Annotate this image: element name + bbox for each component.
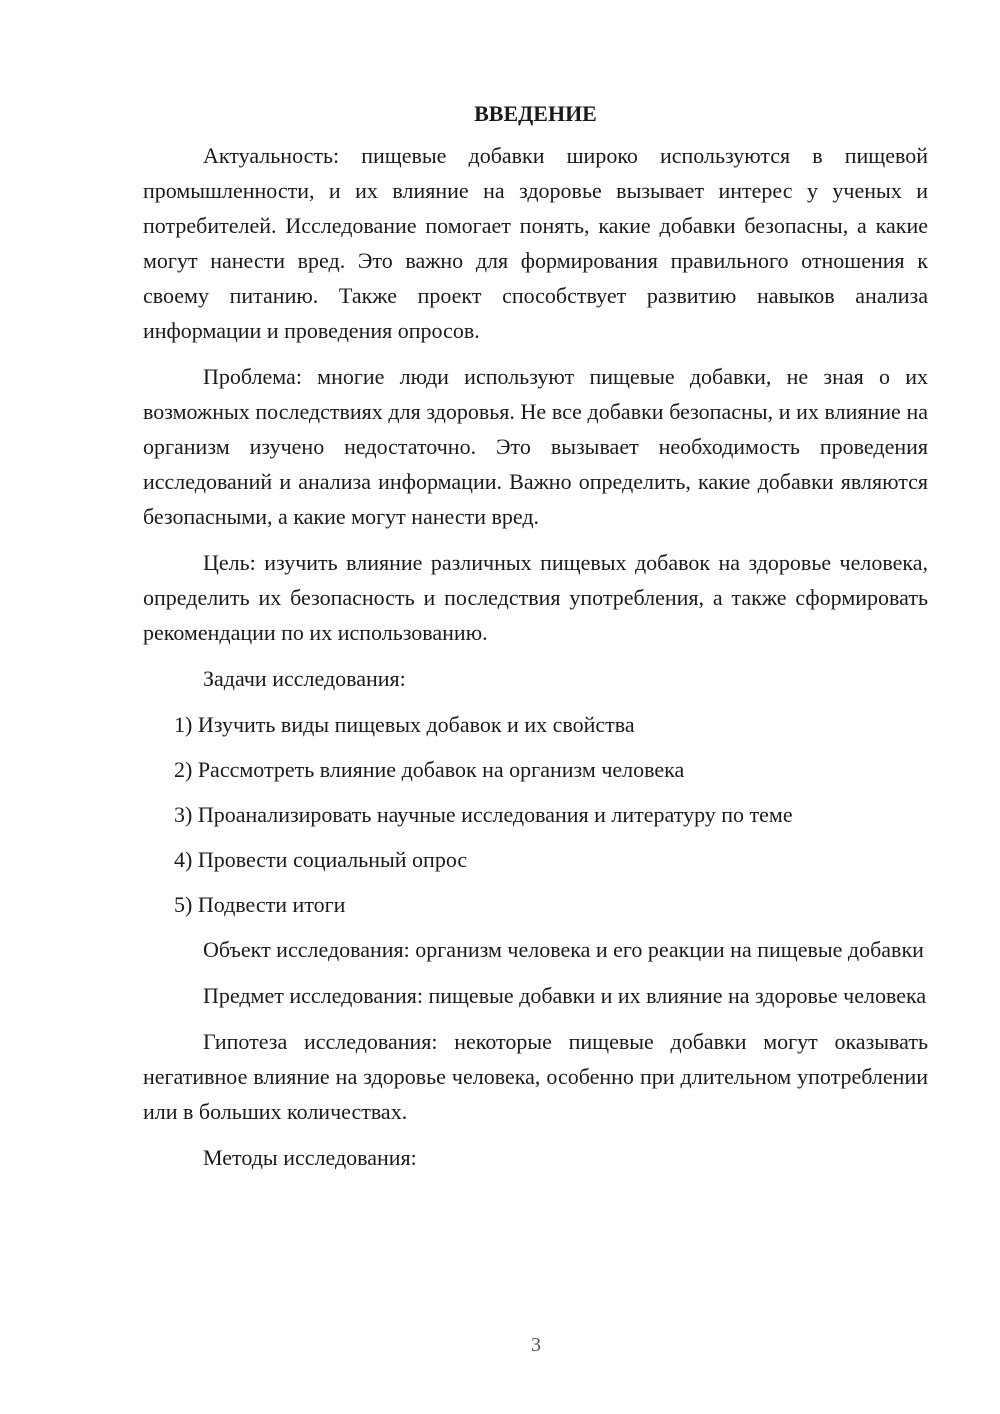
task-item-3: 3) Проанализировать научные исследования и литературу по теме bbox=[174, 802, 793, 827]
page-number: 3 bbox=[531, 1334, 541, 1356]
paragraph-object: Объект исследования: организм человека и его реакции на пищевые добавки bbox=[203, 937, 924, 962]
paragraph-tasks-title: Задачи исследования: bbox=[203, 666, 406, 691]
paragraph-methods-title: Методы исследования: bbox=[203, 1145, 417, 1170]
paragraph-subject: Предмет исследования: пищевые добавки и их влияние на здоровье человека bbox=[203, 983, 927, 1008]
task-item-1: 1) Изучить виды пищевых добавок и их свойства bbox=[174, 712, 635, 737]
page-content bbox=[143, 96, 928, 1186]
paragraph-goal: Цель: изучить влияние различных пищевых добавок на здоровье человека, определить их безопасность и последствия употребления, а также сформировать рекомендации по их использованию. bbox=[143, 550, 928, 645]
task-item-4: 4) Провести социальный опрос bbox=[174, 847, 468, 872]
section-heading: ВВЕДЕНИЕ bbox=[474, 101, 597, 126]
paragraph-problem: Проблема: многие люди используют пищевые добавки, не зная о их возможных последствиях для здоровья. Не все добавки безопасны, и их влияние на организм изучено недостаточно. Это вызывает необходимость проведения исследований и анализа информации. Важно определить, какие добавки являются безопасными, а какие могут нанести вред. bbox=[143, 364, 928, 529]
task-item-5: 5) Подвести итоги bbox=[174, 892, 346, 917]
paragraph-relevance: Актуальность: пищевые добавки широко используются в пищевой промышленности, и их влияние на здоровье вызывает интерес у ученых и потребителей. Исследование помогает понять, какие добавки безопасны, а какие могут нанести вред. Это важно для формирования правильного отношения к своему питанию. Также проект способствует развитию навыков анализа информации и проведения опросов. bbox=[143, 143, 928, 343]
task-item-2: 2) Рассмотреть влияние добавок на организм человека bbox=[174, 757, 685, 782]
paragraph-hypothesis: Гипотеза исследования: некоторые пищевые добавки могут оказывать негативное влияние на здоровье человека, особенно при длительном употреблении или в больших количествах. bbox=[143, 1029, 928, 1124]
